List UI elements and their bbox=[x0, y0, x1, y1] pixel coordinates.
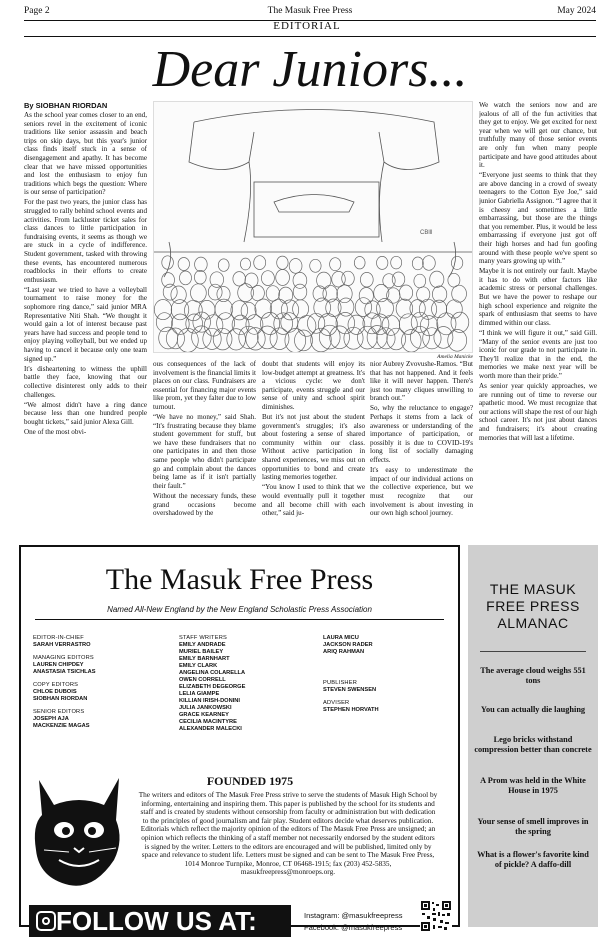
staff-name: CHLOE DUBOIS bbox=[33, 689, 77, 695]
staff-name: ALEXANDER MALECKI bbox=[179, 726, 242, 732]
article-column-3 bbox=[262, 360, 365, 536]
crowd-head bbox=[191, 284, 207, 302]
social-handles bbox=[304, 910, 402, 934]
crowd-head bbox=[392, 272, 405, 287]
staff-name: JOSEPH AJA bbox=[33, 716, 69, 722]
section-label: EDITORIAL bbox=[273, 20, 341, 32]
almanac-fact: The average cloud weighs 551 tons bbox=[480, 666, 586, 685]
crowd-head bbox=[359, 288, 373, 304]
svg-text:CBlll: CBlll bbox=[420, 230, 433, 236]
staff-name: GRACE KEARNEY bbox=[179, 712, 229, 718]
adviser-role: ADVISER bbox=[323, 700, 350, 706]
instagram-handle[interactable]: Instagram: @masukfreepress bbox=[304, 911, 403, 920]
crowd-head bbox=[423, 328, 441, 349]
crowd-head bbox=[276, 270, 290, 286]
crowd-head bbox=[330, 258, 341, 271]
article-column-5 bbox=[479, 101, 597, 536]
almanac-fact: What is a flower's favorite kind of pickle? A daffo-dill bbox=[477, 850, 589, 869]
paragraph: nior Aubrey Zvovushe-Ramos. “But that has not happened. And it feels like it will never happen. There's just too many cliques unwilling to branch out.” bbox=[370, 360, 473, 403]
issue-date: May 2024 bbox=[557, 6, 596, 16]
crowd-head bbox=[342, 271, 355, 285]
masthead-title: The Masuk Free Press bbox=[105, 563, 374, 596]
almanac-fact: A Prom was held in the White House in 1975 bbox=[480, 776, 586, 795]
crowd-head bbox=[215, 299, 233, 319]
staff-name: MACKENZIE MAGAS bbox=[33, 723, 90, 729]
almanac-title-line: ALMANAC bbox=[497, 615, 569, 631]
paragraph: As the school year comes closer to an end, seniors revel in the excitement of iconic traditions like senior assassin and beach trips on skip days, but this year's junior class finds itself stuck in a sense of disengagement and apathy. It has become clear that we have missed opportunities and lost the enthusiasm to enjoy fun traditions which begs the question: Where is our sense of participation? bbox=[24, 111, 147, 197]
staff-right-list bbox=[323, 635, 453, 714]
paragraph: One of the most obvi- bbox=[24, 427, 87, 436]
crowd-head bbox=[199, 300, 215, 319]
staff-name: ANASTASIA TSICHLAS bbox=[33, 669, 96, 675]
crowd-head bbox=[414, 274, 426, 288]
paragraph: As senior year quickly approaches, we are running out of time to reverse our apathetic mood. We must recognize that our actions will shape the rest of our high school career. It's not just about dances and fundraisers; it's about creating memories that will last a lifetime. bbox=[479, 382, 597, 442]
staff-name: EMILY BARNHART bbox=[179, 656, 230, 662]
paragraph: “I think we will figure it out,” said Gill. “Many of the senior events are just too iconic for our grade to not participate in. They'll realize that in the end, the memories we make next year will be worth more than their pride.” bbox=[479, 328, 597, 380]
paragraph: doubt that students will enjoy its low-budget attempt at greatness. It's a vicious cycle: we don't participate, events struggle and our sense of unity and school spirit diminishes. bbox=[262, 360, 365, 411]
crowd-head bbox=[177, 328, 198, 352]
staff-name: CECILIA MACINTYRE bbox=[179, 719, 237, 725]
masthead-subtitle: Named All-New England by the New England Scholastic Press Association bbox=[107, 605, 372, 614]
crowd-head bbox=[451, 256, 462, 269]
staff-name: LAURA MICU bbox=[323, 635, 359, 641]
crowd-head bbox=[434, 327, 453, 349]
image-caption: Amelia Manicke bbox=[437, 354, 473, 360]
crowd-head bbox=[178, 258, 189, 271]
crowd-head bbox=[432, 300, 447, 318]
crowd-head bbox=[227, 329, 246, 350]
qr-code-icon[interactable] bbox=[420, 900, 452, 932]
crowd-head bbox=[430, 271, 444, 287]
instagram-icon[interactable] bbox=[36, 911, 56, 931]
publisher-name: STEVEN SWENSEN bbox=[323, 687, 377, 693]
crowd-head bbox=[377, 256, 388, 269]
staff-name: ARIQ RAHMAN bbox=[323, 649, 365, 655]
crowd-head bbox=[285, 329, 306, 353]
staff-name: KILLIAN IRISH-DONINI bbox=[179, 698, 240, 704]
article-column-1 bbox=[24, 111, 147, 535]
paragraph: So, why the reluctance to engage? Perhaps it stems from a lack of awareness or understanding of the importance of participation, or possibly it is due to COVID-19's long list of socially damaging effects. bbox=[370, 404, 473, 465]
article-column-2 bbox=[153, 360, 256, 536]
crowd-head bbox=[354, 257, 365, 269]
page-number: Page 2 bbox=[24, 6, 50, 16]
crowd-head bbox=[293, 284, 307, 300]
paragraph: “You know I used to think that we would eventually pull it together and all become chill with each other,” said ju- bbox=[262, 483, 365, 518]
paragraph: “We almost didn't have a ring dance because less than one hundred people bought tickets,” said junior Alexa Gill. bbox=[24, 400, 147, 426]
almanac-box bbox=[468, 545, 598, 927]
crowd-head bbox=[251, 285, 264, 300]
crowd-head bbox=[412, 257, 423, 270]
paragraph: For the past two years, the junior class has struggled to rally behind school events and activities. From lackluster ticket sales for class dances to little participation in fundraising events, it seems as though we are stuck in a cycle of indifference. Student government, tasked with throwing these events, has encountered numerous roadblocks in their efforts to create enthusiasm. bbox=[24, 198, 147, 284]
cat-mascot-icon bbox=[24, 760, 134, 895]
publisher-role: PUBLISHER bbox=[323, 680, 358, 686]
staff-name: SIOBHAN RIORDAN bbox=[33, 696, 88, 702]
crowd-head bbox=[307, 313, 324, 333]
paragraph: We watch the seniors now and are jealous of all of the fun activities that they get to enjoy. We get excited for next year when we will get our chance, but truthfully many of those senior events are only fun when many people participate and have good attitudes about it. bbox=[479, 101, 597, 170]
staff-name: MURIEL BAILEY bbox=[179, 649, 224, 655]
staff-name: EMILY ANDRADE bbox=[179, 642, 226, 648]
crowd-head bbox=[203, 328, 221, 349]
staff-name: ELIZABETH DEGEORGE bbox=[179, 684, 246, 690]
crowd-head bbox=[423, 256, 436, 271]
crowd-head bbox=[208, 284, 222, 300]
staff-name: SARAH VERRASTRO bbox=[33, 642, 91, 648]
crowd-head bbox=[163, 284, 177, 300]
almanac-title-line: FREE PRESS bbox=[486, 598, 580, 614]
crowd-head bbox=[240, 258, 250, 270]
facebook-handle[interactable]: Facebook: @masukfreepress bbox=[304, 923, 403, 932]
crowd-head bbox=[180, 271, 192, 285]
paragraph: But it's not just about the student government's struggles; it's also about fostering a sense of shared community within our class. Without active participation in shared experiences, we miss out on opportunities to bond and create lasting memories together. bbox=[262, 413, 365, 482]
crowd-head bbox=[289, 259, 302, 274]
crowd-head bbox=[261, 271, 274, 286]
crowd-head bbox=[360, 272, 373, 287]
crowd-head bbox=[348, 315, 365, 334]
crowd-head bbox=[246, 328, 265, 350]
paragraph: “Last year we tried to have a volleyball tournament to raise money for the sophomore ring dance,” said junior MRA Representative Niti Shah. “We thought it would gain a lot of interest because past years have had success and people tend to enjoy playing volleyball, but we ended up having to cancel it because only one team signed up.” bbox=[24, 285, 147, 363]
crowd-head bbox=[156, 313, 172, 332]
paragraph: Without the necessary funds, these grand occasions become overshadowed by the bbox=[153, 491, 256, 518]
paper-name: The Masuk Free Press bbox=[267, 6, 353, 16]
staff-name: LAUREN CHIPDEY bbox=[33, 662, 84, 668]
staff-role: COPY EDITORS bbox=[33, 682, 79, 688]
staff-role: EDITOR-IN-CHIEF bbox=[33, 635, 84, 641]
paragraph: “We have no money,” said Shah. “It's frustrating because they blame student government for stuff, but we have these fundraisers that no one participates in and then those same people who didn't participate go and complain about the dances being lame as if it isn't partially their fault.” bbox=[153, 413, 256, 490]
adviser-name: STEPHEN HORVATH bbox=[323, 707, 379, 713]
founded-label: FOUNDED 1975 bbox=[206, 774, 294, 788]
crowd-head bbox=[204, 315, 223, 336]
paragraph: Maybe it is not entirely our fault. Maybe it has to do with other factors like academic stress or personal challenges. But we have the power to reshape our high school experience and reignite the spark of enthusiasm that seems to have dimmed within our class. bbox=[479, 267, 597, 327]
crowd-head bbox=[310, 259, 321, 272]
crowd-head bbox=[239, 326, 258, 348]
staff-name: JULIA JANKOWSKI bbox=[179, 705, 232, 711]
crowd-head bbox=[399, 285, 412, 300]
paragraph: “Everyone just seems to think that they are above dancing in a crowd of sweaty teenagers to the Cotton Eye Joe,” said junior Gabriella Assignon. “I agree that it is cheesy and sometimes a little embarrassing, but those are the things that you remember. Plus, it would be less embarrassing if everyone just got off their high horses and had fun goofing around with these people we've spent so many years growing up with.” bbox=[479, 171, 597, 266]
crowd-head bbox=[277, 256, 288, 269]
almanac-rule bbox=[480, 651, 586, 652]
paragraph: It's easy to underestimate the impact of our individual actions on the collective experience, but we must recognize that our involvement is about investing in our own high school journey. bbox=[370, 466, 473, 518]
mission-statement: The writers and editors of The Masuk Free Press strive to serve the students of Masuk High School by informing, entertaining and inspiring them. This paper is published by the school for its students and staff and is created by students without censorship from faculty or administration but with dedication to the principles of good journalism and fair play. Student editors decide what deserves publication. Editorials which reflect the majority opinion of the editors of The Masuk Free Press are unsigned; an opinion which reflects the thinking of a staff member not necessarily endorsed by the student editors is signed by the writer. Letters to the editors are encouraged and will be published, limited only by space and relevance to student life. Letters must be signed and can be sent to The Masuk Free Press, 1014 Monroe Turnpike, Monroe, CT 06468-1915; fax (203) 452-5835, masukfreepress@monroeps.org. bbox=[138, 790, 438, 877]
almanac-title-line: THE MASUK bbox=[489, 581, 577, 597]
almanac-fact: Your sense of smell improves in the spring bbox=[477, 817, 589, 836]
crowd-head bbox=[171, 314, 189, 334]
crowd-head bbox=[420, 316, 438, 336]
crowd-head bbox=[298, 316, 316, 337]
article-column-4 bbox=[370, 360, 473, 536]
crowd-head bbox=[391, 256, 402, 269]
paragraph: ous consequences of the lack of involvement is the financial limits it places on our class. Fundraisers are essential for financing major events like prom, yet they falter due to low turnout. bbox=[153, 360, 256, 411]
crowd-head bbox=[338, 298, 354, 316]
almanac-fact: Lego bricks withstand compression better than concrete bbox=[474, 735, 592, 754]
almanac-title bbox=[468, 581, 598, 632]
crowd-head bbox=[337, 285, 352, 303]
masthead-rule bbox=[35, 619, 444, 620]
article-title: Dear Juniors... bbox=[152, 41, 468, 98]
staff-writers-list bbox=[179, 635, 319, 733]
dance-sketch-icon bbox=[154, 102, 473, 353]
editors-list bbox=[33, 635, 173, 736]
staff-name: LELIA GIAMPE bbox=[179, 691, 220, 697]
follow-us-label: FOLLOW US AT: bbox=[56, 906, 257, 936]
almanac-fact: You can actually die laughing bbox=[480, 705, 586, 714]
staff-role: MANAGING EDITORS bbox=[33, 655, 94, 661]
crowd-head bbox=[266, 286, 279, 301]
staff-name: OWEN CORRELL bbox=[179, 677, 226, 683]
crowd-head bbox=[448, 329, 467, 351]
crowd-head bbox=[154, 300, 171, 320]
crowd-head bbox=[446, 300, 462, 318]
crowd-head bbox=[162, 273, 175, 288]
staff-writers-role: STAFF WRITERS bbox=[179, 635, 227, 641]
staff-name: ANGELINA COLARELLA bbox=[179, 670, 246, 676]
crowd-head bbox=[355, 298, 371, 317]
section-rule bbox=[24, 36, 596, 37]
crowd-head bbox=[195, 257, 208, 272]
crowd-head bbox=[382, 315, 400, 335]
crowd-head bbox=[194, 270, 206, 284]
byline: By SIOBHAN RIORDAN bbox=[24, 101, 108, 110]
staff-name: JACKSON RADER bbox=[323, 642, 373, 648]
crowd-head bbox=[218, 259, 229, 271]
crowd-head bbox=[363, 313, 381, 334]
crowd-head bbox=[162, 256, 174, 269]
staff-name: EMILY CLARK bbox=[179, 663, 218, 669]
illustration bbox=[153, 101, 473, 353]
paragraph: It's disheartening to witness the uphill battle they face, knowing that our collective disinterest only adds to their challenges. bbox=[24, 364, 147, 399]
crowd-head bbox=[383, 274, 395, 288]
staff-role: SENIOR EDITORS bbox=[33, 709, 85, 715]
crowd-head bbox=[318, 314, 337, 336]
crowd-head bbox=[254, 256, 266, 270]
